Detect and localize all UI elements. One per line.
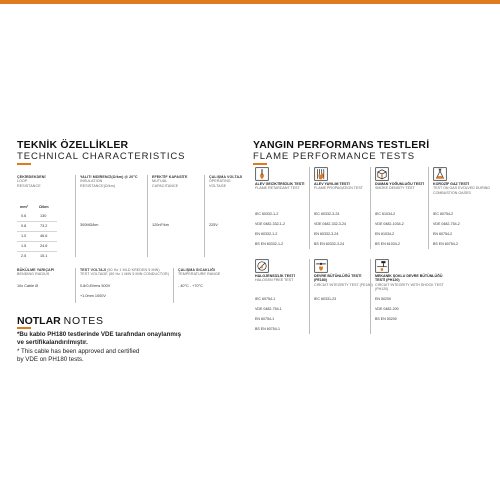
- divider: [17, 221, 57, 222]
- table-row-ohm: 24.6: [40, 244, 48, 248]
- capacitance-value: 120nF/km: [152, 223, 169, 227]
- table-row-mm: 0.8: [21, 224, 27, 228]
- unit-mm2: mm²: [20, 205, 29, 209]
- col-loop-resistance: ÇEKİRDEKDENİ LOOP RESISTANCE: [17, 175, 46, 188]
- note-tr-line-2: ve sertifikalandırılmıştır.: [17, 339, 88, 346]
- divider: [75, 175, 76, 257]
- divider: [309, 259, 310, 334]
- smoke-cube-icon: [375, 167, 389, 181]
- halogen-free-icon: [255, 259, 269, 273]
- unit-ohm-km: Ω/km: [39, 205, 49, 209]
- divider: [173, 268, 174, 303]
- divider: [370, 259, 371, 334]
- standard-item: VDE 0482-332-3-24: [314, 222, 346, 226]
- test-title: DEVRE BÜTÜNLÜĞÜ TESTİ (FE180) CIRCUIT INTEGRITY TEST (FE180): [314, 274, 373, 287]
- standard-item: IEC 60754-1: [255, 297, 276, 301]
- standard-item: EN 60754-1: [255, 317, 275, 321]
- divider: [428, 167, 429, 249]
- standard-item: IEC 60332-1-2: [255, 212, 279, 216]
- technical-title-tr: TEKNİK ÖZELLİKLER: [17, 139, 129, 151]
- standard-item: BS EN 50200: [375, 317, 397, 321]
- table-row-ohm: 46.6: [40, 234, 48, 238]
- standard-item: BS EN 60332-3-24: [314, 242, 345, 246]
- standard-item: BS EN 61034-2: [375, 242, 400, 246]
- standard-item: VDE 0482-754-2: [433, 222, 460, 226]
- divider: [75, 268, 76, 303]
- notes-title: NOTLAR NOTES: [17, 315, 104, 327]
- divider: [370, 167, 371, 249]
- test-title: KOROZİF GAZ TESTİ TEST ON GAS EVOLVED DURING COMBUSTION GASES: [433, 182, 490, 195]
- standard-item: EN 60332-3-24: [314, 232, 339, 236]
- bending-value: 10x Cable Ø: [17, 284, 39, 288]
- note-en-line-2: by VDE on PH180 tests.: [17, 356, 84, 363]
- standard-item: BS EN 60332-1-2: [255, 242, 284, 246]
- test-voltage-value-2: +1.0mm 1000V: [80, 294, 106, 298]
- divider: [309, 167, 310, 249]
- standard-item: BS EN 60754-1: [255, 327, 280, 331]
- temperature-label: ÇALIŞMA SICAKLIĞI TEMPERATURE RANGE: [178, 268, 221, 277]
- flame-bundle-icon: [314, 167, 328, 181]
- divider: [204, 175, 205, 257]
- flame-title-underline: [253, 163, 267, 165]
- temperature-value: - 40°C - +70°C: [178, 284, 203, 288]
- table-row-ohm: 73.2: [40, 224, 48, 228]
- divider: [17, 231, 57, 232]
- table-row-ohm: 15.1: [40, 254, 48, 258]
- table-row-mm: 1.0: [21, 234, 27, 238]
- table-row-ohm: 130: [40, 214, 47, 218]
- technical-title-underline: [17, 163, 31, 165]
- top-accent-bar: [0, 0, 500, 4]
- col-insulation-resistance: YALITI MDİRENCİ(Ω/km) @ 20°C INSULATION RESISTANCE(Ω/km): [80, 175, 138, 188]
- standard-item: VDE 0482-332-1-2: [255, 222, 285, 226]
- standard-item: BS EN 60754-2: [433, 242, 458, 246]
- standard-item: EN 60332-1-2: [255, 232, 278, 236]
- test-title: DUMAN YOĞUNLUĞU TESTİ SMOKE DENSITY TEST: [375, 182, 424, 191]
- standard-item: EN 50200: [375, 297, 391, 301]
- table-row-mm: 2.5: [21, 254, 27, 258]
- bending-radius-label: BÜKÜLME YARIÇAPI BENDING RADIUS: [17, 268, 55, 277]
- gas-flask-icon: [433, 167, 447, 181]
- note-en-line-1: * This cable has been approved and certified: [17, 348, 140, 355]
- divider: [17, 251, 57, 252]
- note-tr-line-1: *Bu kablo PH180 testlerinde VDE tarafından onaylanmış: [17, 331, 182, 338]
- standard-item: EN 61034-2: [375, 232, 395, 236]
- standard-item: VDE 0482-200: [375, 307, 399, 311]
- standard-item: EN 60754-2: [433, 232, 453, 236]
- test-title: ALEV YAYILIM TESTİ FLAME PROPAGATION TEST: [314, 182, 363, 191]
- notes-title-underline: [17, 327, 31, 329]
- test-voltage-label: TEST VOLTAJI (50 Hz 1 MLD KREDEN 5 MIN) TEST VOLTAGE (50 Hz 1 MIN 5 MIN CONDUCTOR): [80, 268, 170, 277]
- flame-title-tr: YANGIN PERFORMANS TESTLERİ: [253, 139, 430, 151]
- test-title: HALOJENSİZLİK TESTİ HALOGEN FREE TEST: [255, 274, 295, 283]
- standard-item: VDE 0482-754-1: [255, 307, 282, 311]
- flame-title-en: FLAME PERFORMANCE TESTS: [253, 151, 415, 162]
- test-title: MEKANİK ŞOKLU DEVRE BÜTÜNLÜĞÜ TESTİ (PH120) CIRCUIT INTEGRITY WITH SHOCK TEST (PH120): [375, 274, 444, 292]
- divider: [147, 175, 148, 257]
- flame-single-icon: [255, 167, 269, 181]
- insulation-value: 300MΩ/km: [80, 223, 99, 227]
- test-voltage-value-1: 0.8/0.8Vrms 500V: [80, 284, 111, 288]
- divider: [17, 241, 57, 242]
- table-row-mm: 0.6: [21, 214, 27, 218]
- technical-title-en: TECHNICAL CHARACTERISTICS: [17, 151, 186, 162]
- standard-item: IEC 60331-23: [314, 297, 337, 301]
- voltage-value: 225V: [209, 223, 218, 227]
- standard-item: IEC 60754-2: [433, 212, 454, 216]
- standard-item: IEC 60332-3-24: [314, 212, 340, 216]
- table-row-mm: 1.5: [21, 244, 27, 248]
- hammer-flame-icon: [375, 259, 389, 273]
- col-operating-voltage: ÇALIŞMA VOLTAJI OPERATING VOLTAGE: [209, 175, 243, 188]
- circuit-flame-icon: [314, 259, 328, 273]
- test-title: ALEV GECİKTİRİCİLİK TESTİ FLAME RETARDANT TEST: [255, 182, 305, 191]
- standard-item: IEC 61034-2: [375, 212, 396, 216]
- standard-item: VDE 0482-1034-2: [375, 222, 404, 226]
- col-mutual-capacitance: EFEKTİF KAPASİTE MUTUAL CAPACITANCE: [152, 175, 188, 188]
